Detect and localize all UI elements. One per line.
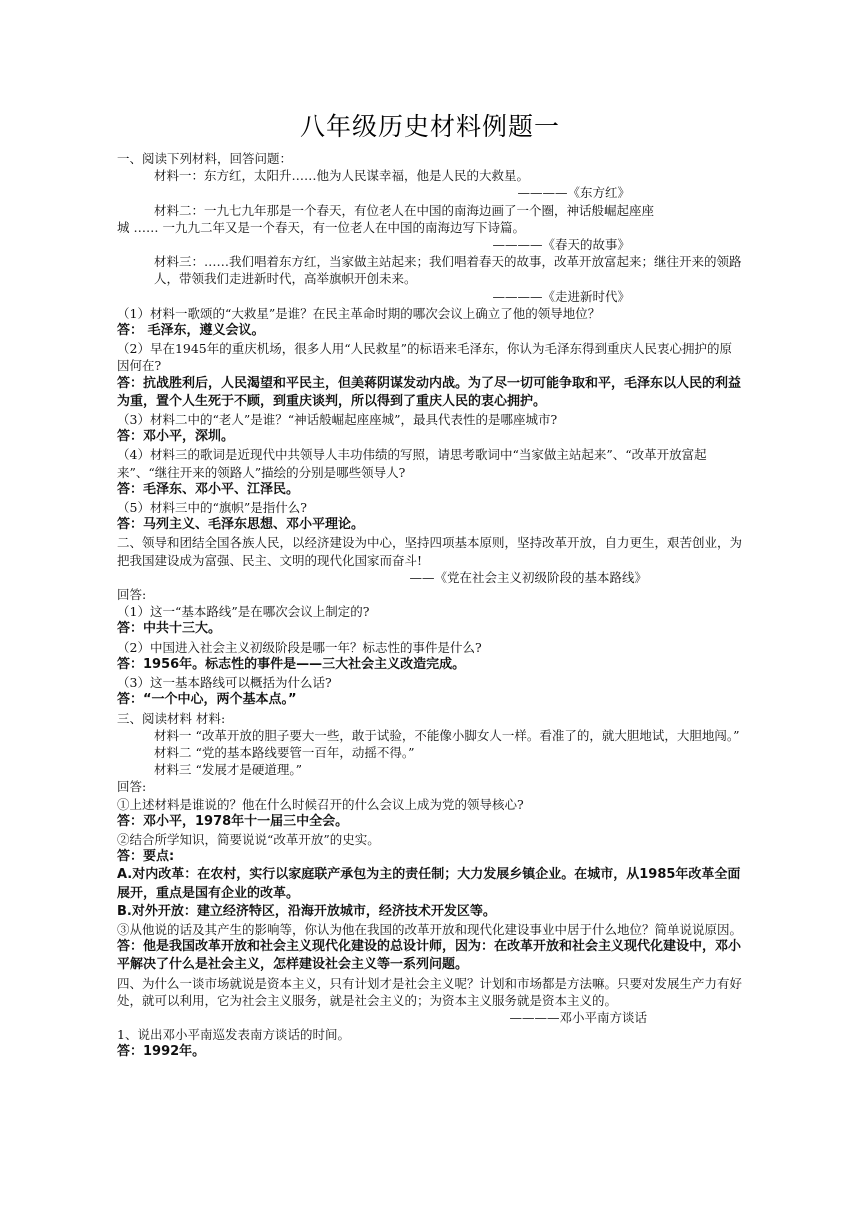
answer-text: 答：邓小平，深圳。	[117, 429, 235, 445]
answer-text: 答：马列主义、毛泽东思想、邓小平理论。	[117, 517, 365, 533]
source-citation: ————《春天的故事》	[492, 237, 630, 253]
question-text: （1）这一“基本路线”是在哪次会议上制定的?	[117, 604, 370, 620]
answer-text: 答：抗战胜利后，人民渴望和平民主，但美蒋阴谋发动内战。为了尽一切可能争取和平，毛泽东以人民的利益为重，置个人生死于不顾，到重庆谈判，所以得到了重庆人民的衷心拥护。	[117, 375, 742, 409]
source-citation: ————《东方红》	[517, 185, 630, 201]
source-citation: ————《走进新时代》	[492, 288, 630, 304]
material-text: 材料二：一九七九年那是一个春天，有位老人在中国的南海边画了一个圈，神话般崛起座座	[154, 202, 655, 218]
section-2-heading: 二、领导和团结全国各族人民，以经济建设为中心，坚持四项基本原则，坚持改革开放，自力更生，艰苦创业，为把我国建设成为富强、民主、文明的现代化国家而奋斗!	[117, 535, 743, 568]
question-text: ①上述材料是谁说的？他在什么时候召开的什么会议上成为党的领导核心?	[117, 796, 524, 812]
material-text: 材料一 “改革开放的胆子要大一些，敢于试验，不能像小脚女人一样。看准了的，就大胆地试，大胆地闯。”	[154, 727, 740, 743]
answer-text: 答：毛泽东、邓小平、江泽民。	[117, 481, 300, 497]
answer-text: 答：“一个中心，两个基本点。”	[117, 692, 297, 708]
material-text: 材料二 “党的基本路线要管一百年，动摇不得。”	[154, 744, 415, 760]
source-citation: ——《党在社会主义初级阶段的基本路线》	[409, 569, 647, 585]
question-text: （4）材料三的歌词是近现代中共领导人丰功伟绩的写照，请思考歌词中“当家做主站起来”、“改革开放富起来”、“继往开来的领路人”描绘的分别是哪些领导人?	[117, 447, 707, 480]
material-text: 材料一：东方红，太阳升……他为人民谋幸福，他是人民的大救星。	[154, 168, 530, 184]
answer-text: 答：他是我国改革开放和社会主义现代化建设的总设计师，因为：在改革开放和社会主义现代化建设中，邓小平解决了什么是社会主义，怎样建设社会主义等一系列问题。	[117, 939, 742, 973]
answer-text: 答： 毛泽东，遵义会议。	[117, 323, 265, 339]
answer-text: 答：邓小平，1978年十一届三中全会。	[117, 813, 349, 829]
page-title: 八年级历史材料例题一	[299, 112, 560, 141]
section-1-heading: 一、阅读下列材料，回答问题：	[117, 151, 293, 166]
question-text: （2）早在1945年的重庆机场，很多人用“人民救星”的标语来毛泽东，你认为毛泽东得到重庆人民衷心拥护的原因何在?	[117, 341, 733, 374]
reply-label: 回答:	[117, 587, 147, 603]
question-text: ③从他说的话及其产生的影响等，你认为他在我国的改革开放和现代化建设事业中居于什么地位？简单说说原因。	[117, 921, 743, 937]
material-text: 城 …… 一九九二年又是一个春天，有一位老人在中国的南海边写下诗篇。	[117, 219, 525, 235]
question-text: （3）材料二中的“老人”是谁？“神话般崛起座座城”，最具代表性的是哪座城市?	[117, 412, 558, 428]
reply-label: 回答:	[117, 779, 147, 795]
section-3-heading: 三、阅读材料 材料:	[117, 710, 226, 726]
document-body	[117, 150, 742, 1062]
source-citation: ————邓小平南方谈话	[509, 1009, 647, 1025]
question-text: （5）材料三中的“旗帜”是指什么?	[117, 500, 307, 516]
question-text: （2）中国进入社会主义初级阶段是哪一年？标志性的事件是什么?	[117, 639, 482, 655]
answer-text: 答：中共十三大。	[117, 621, 222, 637]
answer-text: 答：1956年。标志性的事件是——三大社会主义改造完成。	[117, 656, 466, 672]
answer-text: B.对外开放：建立经济特区，沿海开放城市，经济技术开发区等。	[117, 903, 496, 919]
answer-text: A.对内改革：在农村，实行以家庭联产承包为主的责任制；大力发展乡镇企业。在城市，从1985年改革全面展开，重点是国有企业的改革。	[117, 867, 741, 901]
question-text: 1、说出邓小平南巡发表南方谈话的时间。	[117, 1027, 350, 1043]
material-text: 材料三：……我们唱着东方红，当家做主站起来；我们唱着春天的故事，改革开放富起来；继往开来的领路人，带领我们走进新时代，高举旗帜开创未来。	[154, 254, 742, 287]
material-text: 材料三 “发展才是硬道理。”	[154, 762, 303, 778]
question-text: ②结合所学知识，简要说说“改革开放”的史实。	[117, 831, 380, 847]
question-text: （3）这一基本路线可以概括为什么话?	[117, 675, 332, 691]
question-text: （1）材料一歌颂的“大救星”是谁？在民主革命时期的哪次会议上确立了他的领导地位？	[117, 305, 601, 321]
answer-text: 答：要点:	[117, 849, 175, 865]
section-4-heading: 四、为什么一谈市场就说是资本主义，只有计划才是社会主义呢？计划和市场都是方法嘛。只要对发展生产力有好处，就可以利用，它为社会主义服务，就是社会主义的；为资本主义服务就是资本主义的。	[117, 975, 743, 1008]
answer-text: 答：1992年。	[117, 1044, 206, 1060]
